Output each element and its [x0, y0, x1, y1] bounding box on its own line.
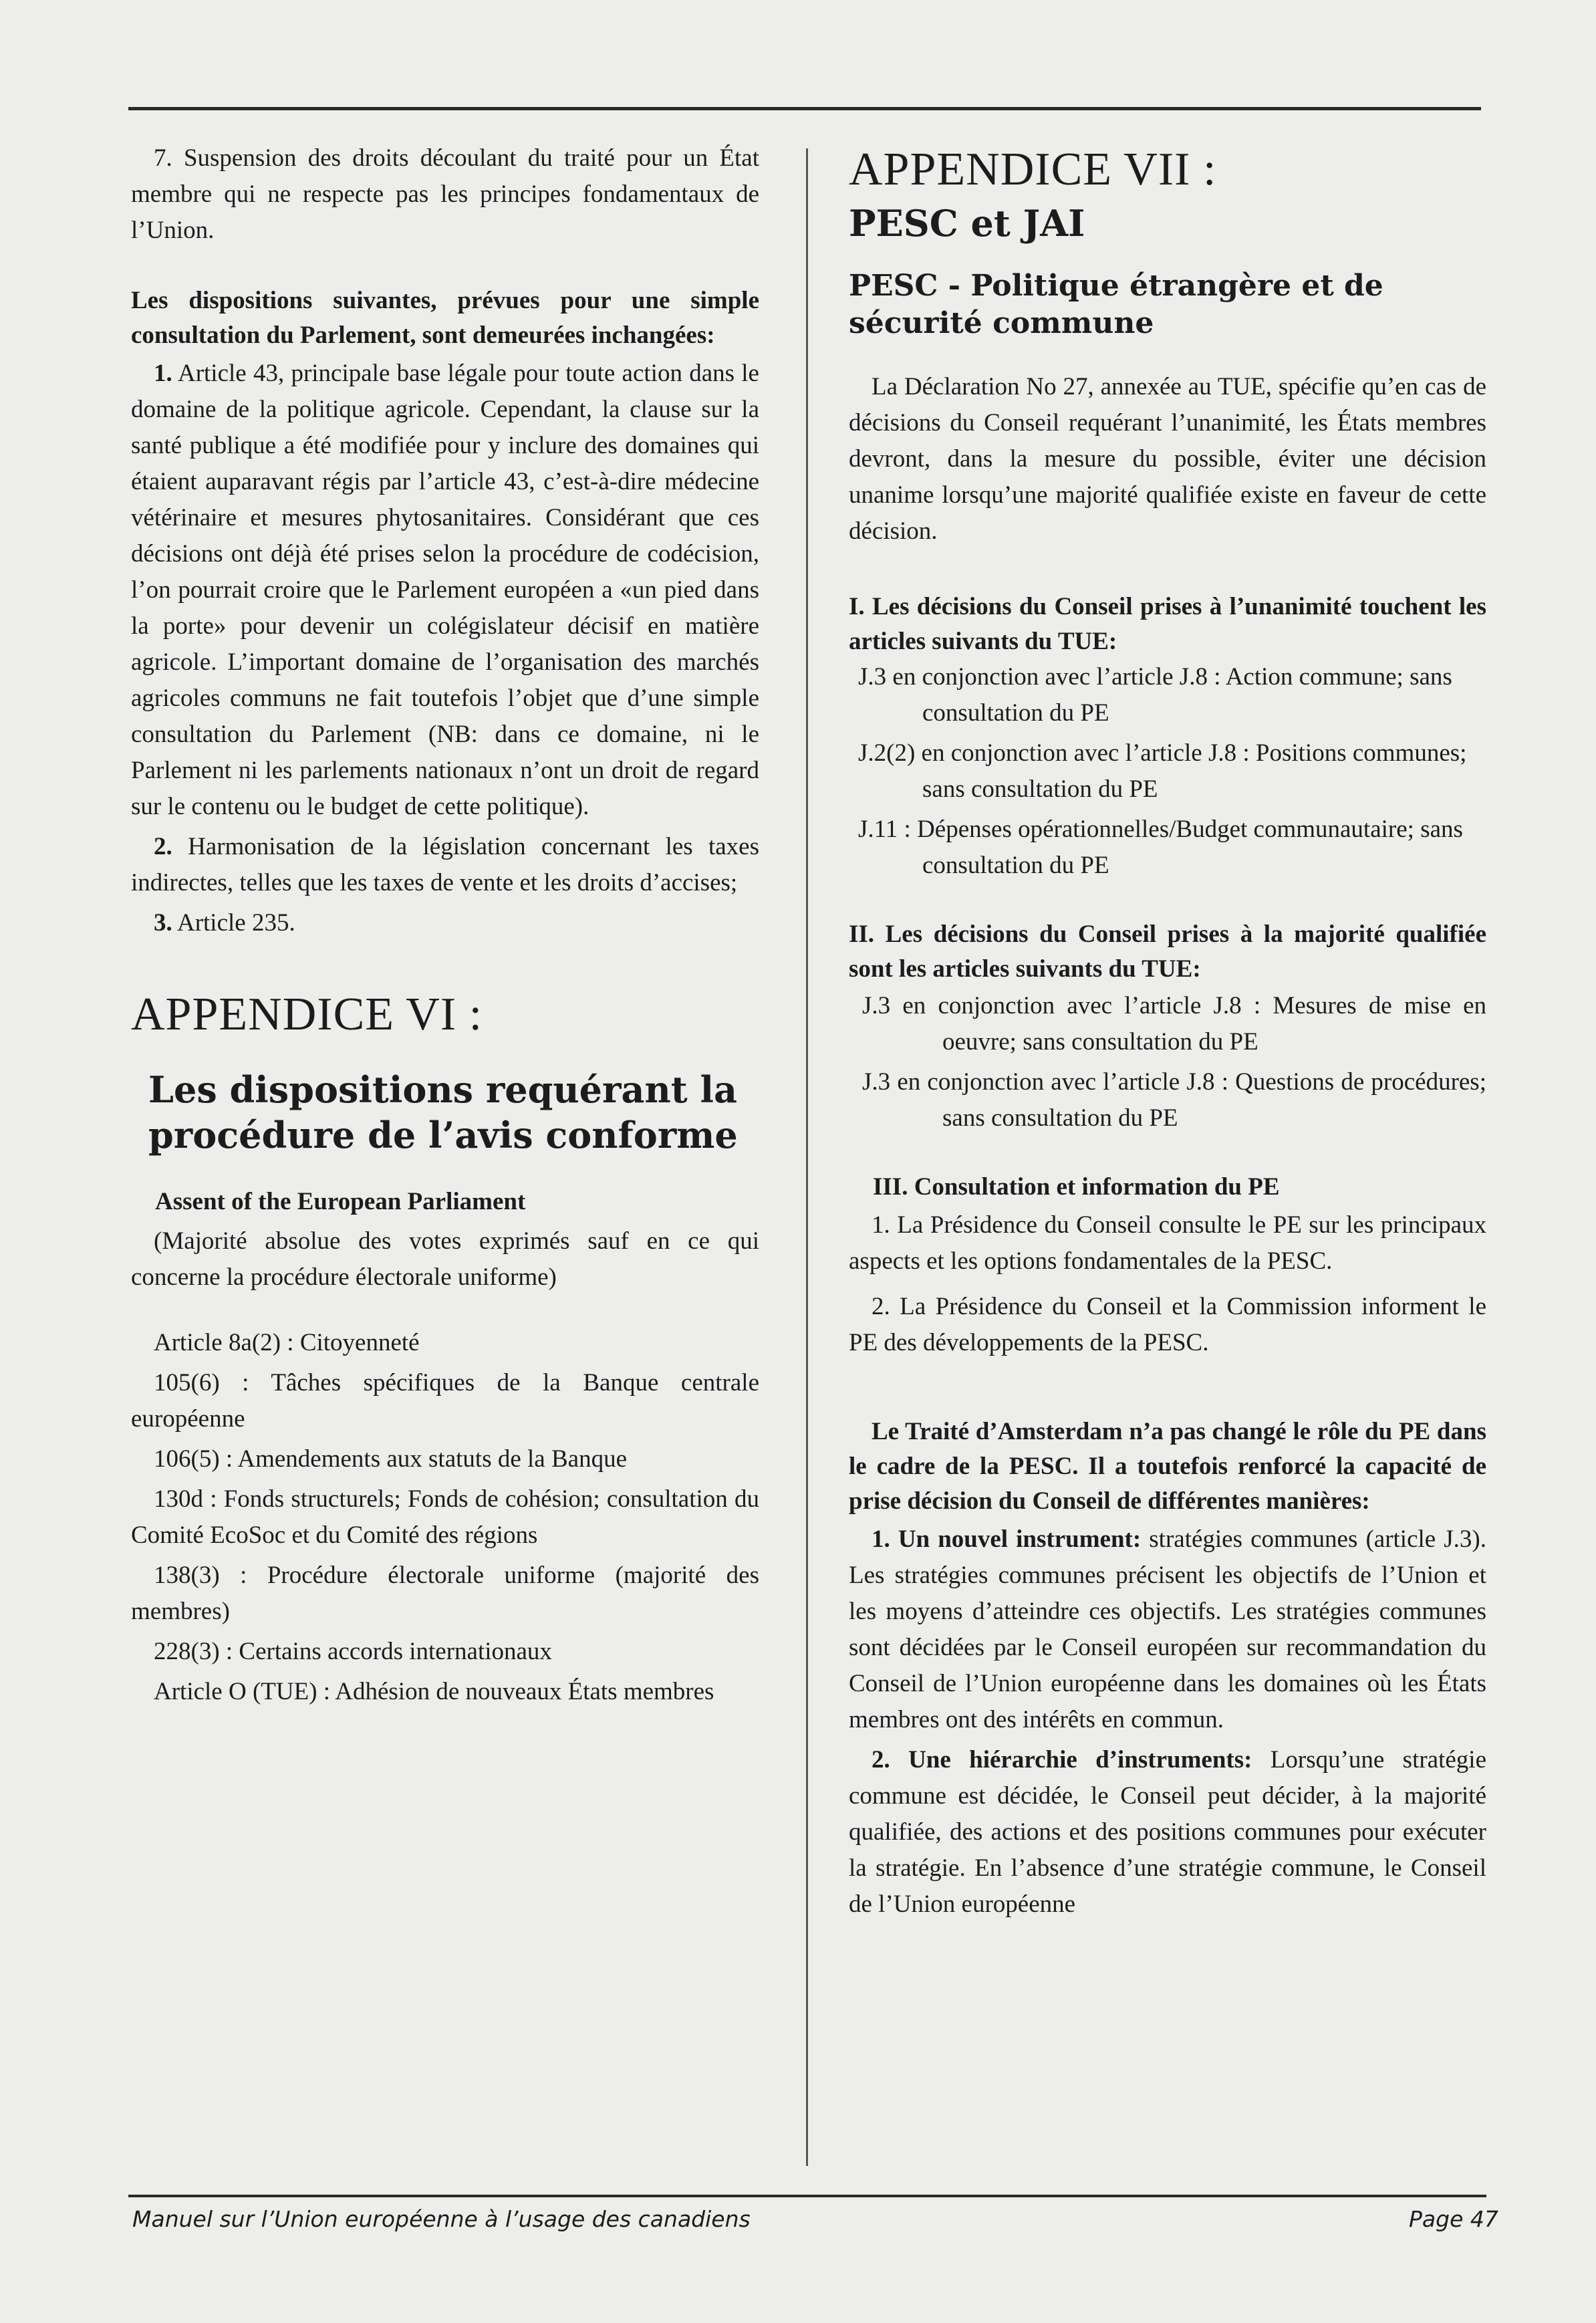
heading-dispositions-inchangees: Les dispositions suivantes, prévues pour une simple consultation du Parlement, sont demeurées inchangées: [131, 287, 759, 349]
appendix-vi-title: APPENDICE VI : [131, 989, 483, 1040]
assent-item: 106(5) : Amendements aux statuts de la Banque [154, 1445, 627, 1473]
appendix-vii-title: APPENDICE VII : [849, 144, 1217, 195]
unanimite-item: J.3 en conjonction avec l’article J.8 : Action commune; sans consultation du PE [858, 663, 1452, 727]
majorite-item: J.3 en conjonction avec l’article J.8 : Mesures de mise en oeuvre; sans consultation du PE [862, 992, 1486, 1056]
appendix-vi-subtitle: Les dispositions requérant la procédure de l’avis conforme [148, 1068, 738, 1156]
item-number: 1. [154, 360, 172, 387]
assent-item: Article 8a(2) : Citoyenneté [154, 1329, 420, 1356]
page-number: Page 47 [1409, 2206, 1498, 2232]
assent-item: 228(3) : Certains accords internationaux [154, 1638, 552, 1665]
point-lead: 2. Une hiérarchie d’instruments: [872, 1746, 1252, 1774]
majorite-item: J.3 en conjonction avec l’article J.8 : Questions de procédures; sans consultation du PE [862, 1068, 1486, 1132]
left-column [131, 140, 759, 1710]
point-text: Lorsqu’une stratégie commune est décidée, le Conseil peut décider, à la majorité qualifiée, des actions et des positions communes pour exécuter la stratégie. En l’absence d’une stratégie commune, le Conseil de l’Union européenne [849, 1746, 1486, 1918]
point-text: stratégies communes (article J.3). Les stratégies communes précisent les objectifs de l’Union et les moyens d’atteindre ces objectifs. Les stratégies communes sont décidées par le Conseil européen sur recommandation du Conseil de l’Union européenne dans les domaines où les États membres ont des intérêts en commun. [849, 1525, 1486, 1733]
consultation-point: 1. La Présidence du Conseil consulte le PE sur les principaux aspects et les options fondamentales de la PESC. [849, 1211, 1486, 1275]
item-text: Harmonisation de la législation concernant les taxes indirectes, telles que les taxes de vente et les droits d’accises; [131, 833, 759, 896]
item-number: 3. [154, 909, 172, 937]
traite-amsterdam-paragraph: Le Traité d’Amsterdam n’a pas changé le rôle du PE dans le cadre de la PESC. Il a toutefois renforcé la capacité de prise décision du Conseil de différentes manières: [849, 1418, 1486, 1515]
right-column [849, 140, 1486, 1923]
assent-item: 130d : Fonds structurels; Fonds de cohésion; consultation du Comité EcoSoc et du Comité des régions [131, 1485, 759, 1549]
footer-title: Manuel sur l’Union européenne à l’usage des canadiens [132, 2206, 751, 2232]
item-text: Article 235. [176, 909, 295, 937]
item-text: Article 43, principale base légale pour toute action dans le domaine de la politique agricole. Cependant, la clause sur la santé publique a été modifiée pour y inclure des domaines qui étaient auparavant régis par l’article 43, c’est-à-dire médecine vétérinaire et mesures phytosanitaires. Considérant que ces décisions ont déjà été prises selon la procédure de codécision, l’on pourrait croire que le Parlement européen a «un pied dans la porte» pour devenir un colégislateur décisif en matière agricole. L’important domaine de l’organisation des marchés agricoles communs ne fait toutefois l’objet que d’une simple consultation du Parlement (NB: dans ce domaine, ni le Parlement ni les parlements nationaux n’ont un droit de regard sur le contenu ou le budget de cette politique). [131, 360, 759, 820]
point-lead: 1. Un nouvel instrument: [872, 1525, 1142, 1553]
point-hierarchie [849, 1742, 1486, 1923]
assent-item: 138(3) : Procédure électorale uniforme (majorité des membres) [131, 1562, 759, 1625]
section-consultation: III. Consultation et information du PE [873, 1173, 1280, 1201]
item-article-235 [131, 905, 759, 941]
point-nouvel-instrument [849, 1521, 1486, 1738]
bottom-rule [128, 2195, 1486, 2197]
declaration-paragraph: La Déclaration No 27, annexée au TUE, spécifie qu’en cas de décisions du Conseil requérant l’unanimité, les États membres devront, dans la mesure du possible, éviter une décision unanime lorsqu’une majorité qualifiée existe en faveur de cette décision. [849, 373, 1486, 545]
pesc-heading: PESC - Politique étrangère et de sécurité commune [849, 269, 1383, 340]
majority-note: (Majorité absolue des votes exprimés sauf en ce qui concerne la procédure électorale uniforme) [131, 1227, 759, 1291]
consultation-point: 2. La Présidence du Conseil et la Commission informent le PE des développements de la PESC. [849, 1293, 1486, 1356]
item-article-43 [131, 356, 759, 825]
section-unanimite: I. Les décisions du Conseil prises à l’unanimité touchent les articles suivants du TUE: [849, 593, 1486, 655]
appendix-vii-subtitle: PESC et JAI [849, 202, 1085, 245]
unanimite-item: J.2(2) en conjonction avec l’article J.8 : Positions communes; sans consultation du PE [858, 739, 1467, 803]
assent-item: Article O (TUE) : Adhésion de nouveaux États membres [154, 1678, 714, 1705]
item-harmonisation [131, 829, 759, 901]
top-rule [128, 107, 1481, 110]
section-majorite: II. Les décisions du Conseil prises à la majorité qualifiée sont les articles suivants du TUE: [849, 921, 1486, 983]
unanimite-item: J.11 : Dépenses opérationnelles/Budget communautaire; sans consultation du PE [858, 816, 1463, 879]
item-number: 2. [154, 833, 172, 860]
paragraph-suspension: 7. Suspension des droits découlant du traité pour un État membre qui ne respecte pas les principes fondamentaux de l’Union. [131, 144, 759, 244]
column-divider [806, 148, 808, 2166]
assent-item: 105(6) : Tâches spécifiques de la Banque centrale européenne [131, 1369, 759, 1433]
assent-heading: Assent of the European Parliament [155, 1188, 526, 1215]
